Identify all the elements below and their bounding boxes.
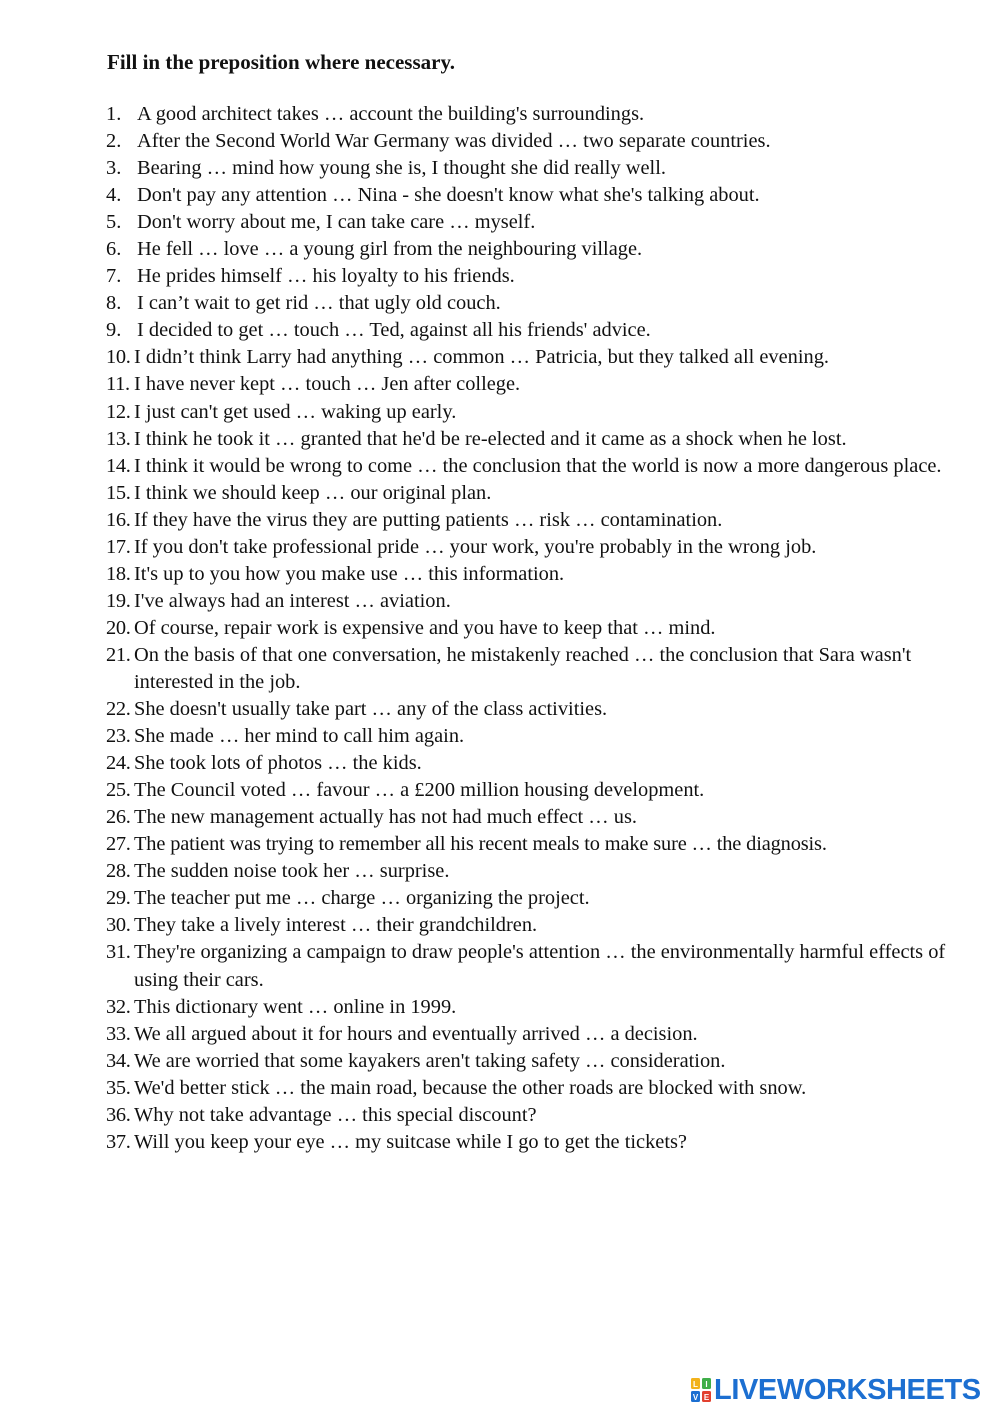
exercise-number: 26.: [106, 806, 131, 829]
exercise-number: 3.: [106, 157, 122, 180]
exercise-number: 11.: [106, 373, 130, 396]
exercise-item: [106, 750, 986, 777]
exercise-item: [106, 128, 986, 155]
exercise-number: 33.: [106, 1022, 131, 1045]
svg-text:V: V: [692, 1393, 699, 1402]
exercise-item: [106, 236, 986, 263]
exercise-sentence: She took lots of photos … the kids.: [134, 752, 422, 775]
exercise-sentence: Bearing … mind how young she is, I thought she did really well.: [137, 157, 666, 180]
exercise-sentence: If they have the virus they are putting patients … risk … contamination.: [134, 508, 723, 531]
exercise-item: [106, 1021, 986, 1048]
exercise-item: [106, 723, 986, 750]
exercise-number: 4.: [106, 184, 122, 207]
exercise-sentence: If you don't take professional pride … your work, you're probably in the wrong job.: [134, 535, 817, 558]
exercise-item: [106, 994, 986, 1021]
exercise-number: 25.: [106, 779, 131, 802]
exercise-sentence: I think it would be wrong to come … the conclusion that the world is now a more dangerous place.: [134, 454, 942, 477]
exercise-item: [106, 831, 986, 858]
exercise-number: 1.: [106, 103, 122, 125]
exercise-number: 28.: [106, 860, 131, 883]
exercise-item: [106, 696, 986, 723]
exercise-item: [106, 371, 986, 398]
exercise-sentence: She doesn't usually take part … any of the class activities.: [134, 698, 608, 721]
exercise-sentence: Why not take advantage … this special discount?: [134, 1103, 537, 1126]
exercise-sentence: We are worried that some kayakers aren't taking safety … consideration.: [134, 1049, 726, 1072]
exercise-item: [106, 453, 986, 480]
exercise-number: 24.: [106, 752, 131, 775]
exercise-item: [106, 101, 986, 128]
exercise-item: [106, 939, 986, 993]
svg-text:L: L: [693, 1380, 698, 1389]
exercise-number: 19.: [106, 589, 131, 612]
exercise-item: [106, 426, 986, 453]
exercise-sentence: On the basis of that one conversation, he mistakenly reached … the conclusion that Sara wasn't interested in the job.: [134, 643, 912, 693]
exercise-number: 23.: [106, 725, 131, 748]
exercise-sentence: The patient was trying to remember all his recent meals to make sure … the diagnosis.: [134, 833, 827, 856]
exercise-item: [106, 885, 986, 912]
exercise-number: 27.: [106, 833, 131, 856]
exercise-number: 8.: [106, 292, 122, 315]
exercise-number: 14.: [106, 454, 131, 477]
exercise-sentence: The sudden noise took her … surprise.: [134, 860, 450, 883]
exercise-item: [106, 1075, 986, 1102]
exercise-item: [106, 642, 986, 696]
exercise-item: [106, 399, 986, 426]
exercise-item: [106, 912, 986, 939]
exercise-item: [106, 290, 986, 317]
exercise-sentence: A good architect takes … account the building's surroundings.: [137, 103, 645, 125]
exercise-item: [106, 1129, 986, 1156]
exercise-sentence: Don't pay any attention … Nina - she doesn't know what she's talking about.: [137, 184, 760, 207]
logo-text: LIVEWORKSHEETS: [714, 1374, 981, 1406]
exercise-sentence: She made … her mind to call him again.: [134, 725, 465, 748]
exercise-item: [106, 182, 986, 209]
exercise-item: [106, 777, 986, 804]
exercise-number: 12.: [106, 400, 131, 423]
exercise-item: [106, 615, 986, 642]
exercise-item: [106, 1048, 986, 1075]
exercise-sentence: After the Second World War Germany was divided … two separate countries.: [137, 130, 771, 153]
exercise-number: 6.: [106, 238, 122, 261]
exercise-sentence: Don't worry about me, I can take care … myself.: [137, 211, 536, 234]
liveworksheets-logo: [690, 1374, 981, 1406]
exercise-number: 17.: [106, 535, 131, 558]
exercise-item: [106, 263, 986, 290]
liveworksheets-logo-icon: [690, 1377, 712, 1403]
exercise-sentence: This dictionary went … online in 1999.: [134, 995, 457, 1018]
exercise-sentence: It's up to you how you make use … this information.: [134, 562, 565, 585]
exercise-sentence: The teacher put me … charge … organizing the project.: [134, 887, 590, 910]
exercise-item: [106, 480, 986, 507]
exercise-number: 30.: [106, 914, 131, 937]
exercise-sentence: We'd better stick … the main road, because the other roads are blocked with snow.: [134, 1076, 807, 1099]
exercise-sentence: I think we should keep … our original plan.: [134, 481, 492, 504]
exercise-number: 16.: [106, 508, 131, 531]
exercise-item: [106, 858, 986, 885]
exercise-number: 35.: [106, 1076, 131, 1099]
exercise-sentence: I've always had an interest … aviation.: [134, 589, 451, 612]
exercise-item: [106, 209, 986, 236]
exercise-number: 18.: [106, 562, 131, 585]
exercise-item: [106, 804, 986, 831]
exercise-sentence: He prides himself … his loyalty to his friends.: [137, 265, 515, 288]
exercise-item: [106, 317, 986, 344]
exercise-sentence: I have never kept … touch … Jen after college.: [134, 373, 521, 396]
exercise-sentence: I just can't get used … waking up early.: [134, 400, 457, 423]
exercise-number: 13.: [106, 427, 131, 450]
exercise-sentence: They're organizing a campaign to draw people's attention … the environmentally harmful effects of using their cars.: [134, 941, 946, 991]
exercise-item: [106, 1102, 986, 1129]
exercise-sentence: He fell … love … a young girl from the neighbouring village.: [137, 238, 643, 261]
svg-text:I: I: [705, 1380, 708, 1389]
exercise-sentence: I decided to get … touch … Ted, against all his friends' advice.: [137, 319, 651, 342]
exercise-number: 2.: [106, 130, 122, 153]
exercise-number: 32.: [106, 995, 131, 1018]
exercise-list: [106, 101, 986, 1156]
exercise-sentence: They take a lively interest … their grandchildren.: [134, 914, 538, 937]
exercise-number: 21.: [106, 643, 131, 666]
exercise-number: 9.: [106, 319, 122, 342]
exercise-item: [106, 534, 986, 561]
exercise-number: 31.: [106, 941, 131, 964]
exercise-number: 29.: [106, 887, 131, 910]
exercise-sentence: The new management actually has not had much effect … us.: [134, 806, 637, 829]
exercise-number: 7.: [106, 265, 122, 288]
exercise-number: 37.: [106, 1130, 131, 1153]
exercise-number: 15.: [106, 481, 131, 504]
exercise-item: [106, 155, 986, 182]
exercise-number: 36.: [106, 1103, 131, 1126]
exercise-item: [106, 344, 986, 371]
exercise-number: 34.: [106, 1049, 131, 1072]
exercise-sentence: I didn’t think Larry had anything … common … Patricia, but they talked all evening.: [134, 346, 830, 369]
svg-text:E: E: [703, 1393, 710, 1402]
exercise-sentence: Of course, repair work is expensive and you have to keep that … mind.: [134, 616, 716, 639]
exercise-number: 20.: [106, 616, 131, 639]
exercise-sentence: I can’t wait to get rid … that ugly old couch.: [137, 292, 501, 315]
exercise-sentence: The Council voted … favour … a £200 million housing development.: [134, 779, 705, 802]
exercise-item: [106, 507, 986, 534]
exercise-sentence: Will you keep your eye … my suitcase while I go to get the tickets?: [134, 1130, 687, 1153]
exercise-sentence: I think he took it … granted that he'd be re-elected and it came as a shock when he lost.: [134, 427, 847, 450]
exercise-sentence: We all argued about it for hours and eventually arrived … a decision.: [134, 1022, 698, 1045]
exercise-number: 10.: [106, 346, 131, 369]
exercise-item: [106, 588, 986, 615]
page-title: Fill in the preposition where necessary.: [107, 50, 456, 74]
exercise-number: 22.: [106, 698, 131, 721]
exercise-item: [106, 561, 986, 588]
exercise-number: 5.: [106, 211, 122, 234]
